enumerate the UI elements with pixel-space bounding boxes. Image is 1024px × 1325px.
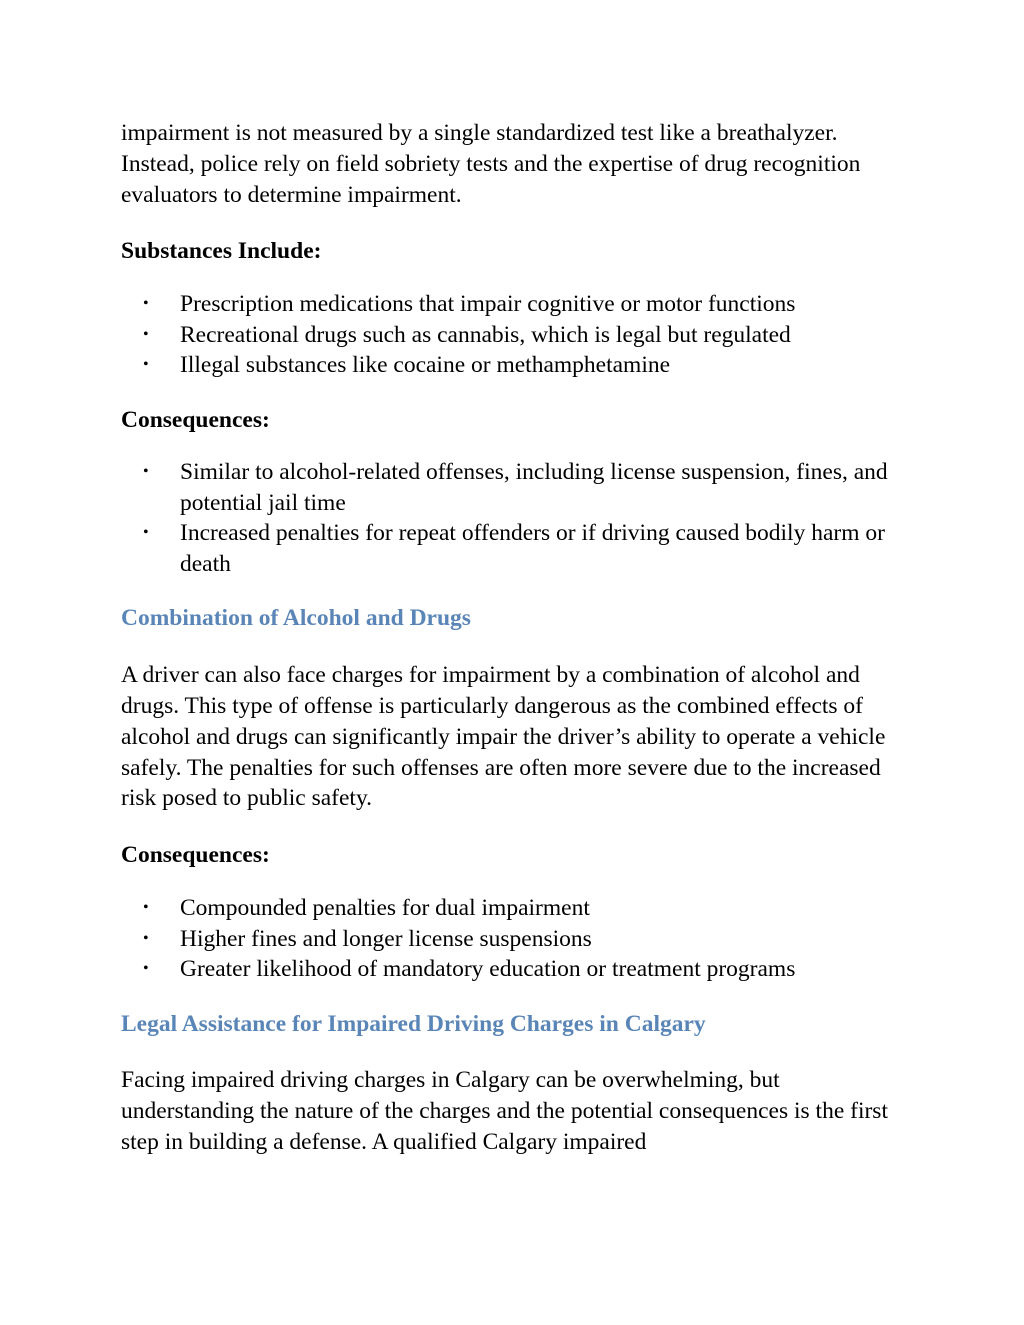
legal-assistance-paragraph: Facing impaired driving charges in Calgary can be overwhelming, but understanding the nature of the charges and the potential consequences is the first step in building a defense. A qualified Calgary impaired [121, 1067, 888, 1155]
bullet-icon: • [143, 899, 149, 917]
document-page [121, 118, 901, 1158]
bullet-icon: • [143, 356, 149, 374]
list-item-text: Similar to alcohol-related offenses, including license suspension, fines, and potential jail time [180, 459, 888, 516]
list-item [121, 893, 901, 924]
substances-list [121, 289, 901, 381]
list-item [121, 350, 901, 381]
list-item-text: Increased penalties for repeat offenders or if driving caused bodily harm or death [180, 520, 885, 577]
bullet-icon: • [143, 960, 149, 978]
bullet-icon: • [143, 295, 149, 313]
list-item-text: Greater likelihood of mandatory education or treatment programs [180, 956, 796, 983]
combination-paragraph: A driver can also face charges for impairment by a combination of alcohol and drugs. This type of offense is particularly dangerous as the combined effects of alcohol and drugs can significantly impair the driver’s ability to operate a vehicle safely. The penalties for such offenses are often more severe due to the increased risk posed to public safety. [121, 662, 886, 812]
list-item [121, 320, 901, 351]
bullet-icon: • [143, 463, 149, 481]
bullet-icon: • [143, 325, 149, 343]
list-item [121, 518, 901, 579]
list-item-text: Illegal substances like cocaine or methamphetamine [180, 352, 671, 379]
bullet-icon: • [143, 524, 149, 542]
list-item [121, 289, 901, 320]
list-item-text: Compounded penalties for dual impairment [180, 895, 590, 922]
drug-consequences-list [121, 457, 901, 579]
combination-consequences-list [121, 893, 901, 985]
list-item-text: Recreational drugs such as cannabis, which is legal but regulated [180, 321, 791, 348]
bullet-icon: • [143, 929, 149, 947]
list-item-text: Higher fines and longer license suspensions [180, 925, 592, 952]
intro-paragraph: impairment is not measured by a single standardized test like a breathalyzer. Instead, police rely on field sobriety tests and the expertise of drug recognition evaluators to determine impairment. [121, 120, 861, 208]
list-item [121, 457, 901, 518]
combination-consequences-label: Consequences: [121, 842, 270, 869]
list-item-text: Prescription medications that impair cognitive or motor functions [180, 291, 796, 318]
legal-assistance-heading: Legal Assistance for Impaired Driving Charges in Calgary [121, 1010, 706, 1037]
substances-label: Substances Include: [121, 238, 322, 265]
list-item [121, 924, 901, 955]
drug-consequences-label: Consequences: [121, 406, 270, 433]
list-item [121, 954, 901, 985]
combination-heading: Combination of Alcohol and Drugs [121, 605, 471, 632]
